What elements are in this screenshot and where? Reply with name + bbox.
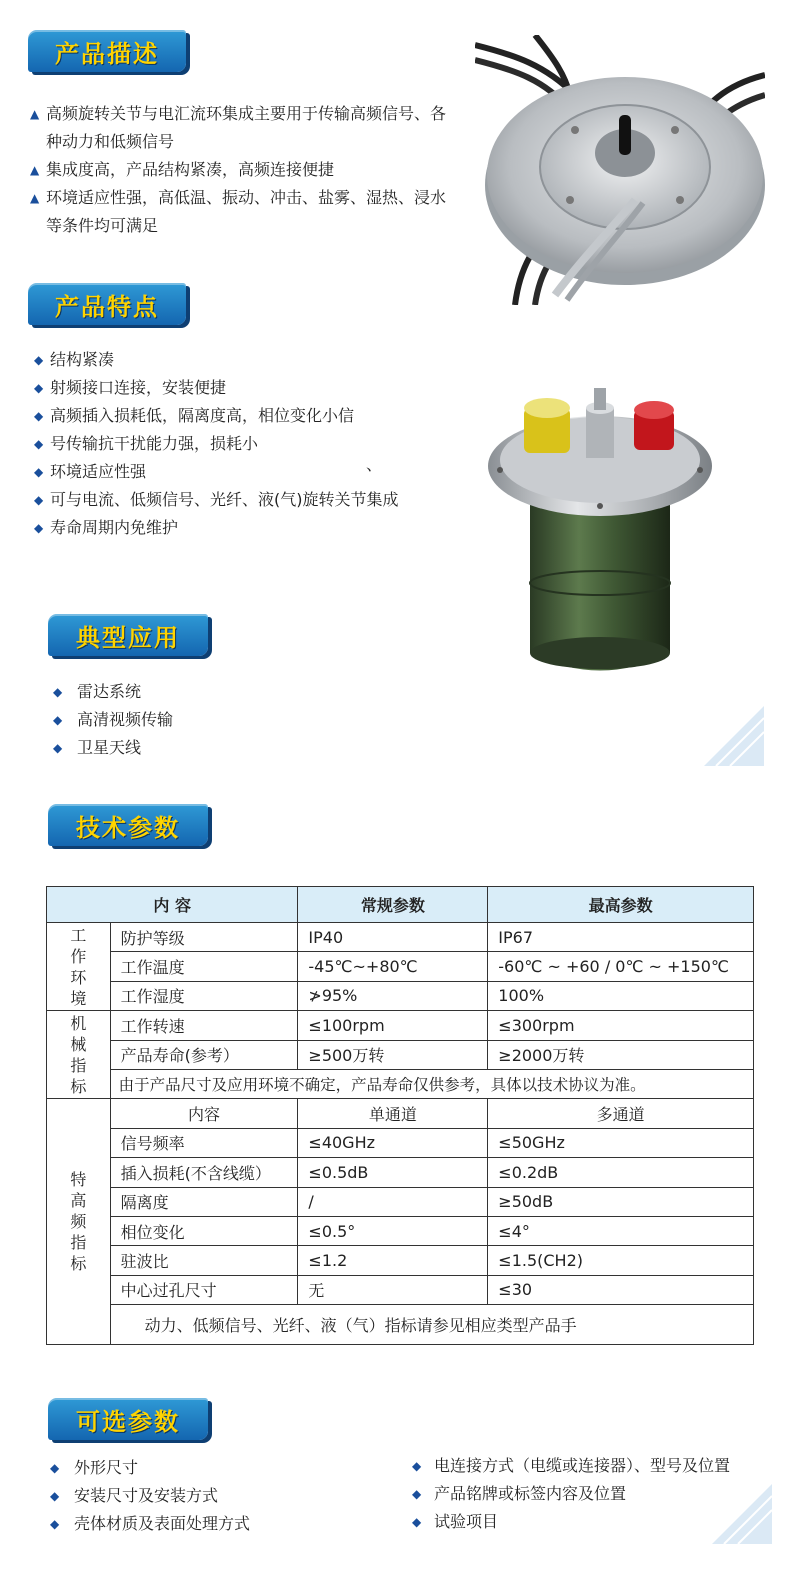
table-cell: ≤30	[488, 1275, 754, 1304]
list-item: ◆ 可与电流、低频信号、光纤、液(气)旋转关节集成	[34, 486, 426, 514]
table-row	[47, 1275, 754, 1304]
table-cell: 内容	[110, 1099, 298, 1128]
table-cell: -60℃ ~ +60 / 0℃ ~ +150℃	[488, 952, 754, 981]
table-cell: ≯95%	[298, 981, 488, 1010]
table-cell: ≤1.5(CH2)	[488, 1246, 754, 1275]
diamond-bullet-icon: ◆	[50, 1461, 60, 1475]
table-cell: ≥500万转	[298, 1040, 488, 1069]
section-title-options: 可选参数	[48, 1398, 208, 1440]
list-item: ◆ 产品铭牌或标签内容及位置	[412, 1480, 782, 1508]
table-cell: ≤0.2dB	[488, 1158, 754, 1187]
list-item: ◆ 号传输抗干扰能力强，损耗小	[34, 430, 426, 458]
list-item: ◆ 卫星天线	[53, 734, 313, 762]
table-cell: -45℃~+80℃	[298, 952, 488, 981]
diamond-bullet-icon: ◆	[53, 685, 63, 699]
table-cell: ≥50dB	[488, 1187, 754, 1216]
table-row	[47, 952, 754, 981]
table-cell: 中心过孔尺寸	[110, 1275, 298, 1304]
group-label-env: 工作环境	[47, 923, 111, 1011]
diamond-bullet-icon: ◆	[50, 1517, 60, 1531]
diamond-bullet-icon: ◆	[34, 353, 44, 367]
list-item: ◆ 射频接口连接，安装便捷	[34, 374, 426, 402]
diamond-bullet-icon: ◆	[412, 1487, 422, 1501]
table-header-cell: 常规参数	[298, 887, 488, 923]
list-item: ▲ 集成度高，产品结构紧凑，高频连接便捷	[30, 156, 455, 184]
list-item: ▲ 环境适应性强，高低温、振动、冲击、盐雾、湿热、浸水等条件均可满足	[30, 184, 455, 240]
list-item: ▲ 高频旋转关节与电汇流环集成主要用于传输高频信号、各种动力和低频信号	[30, 100, 455, 156]
table-row	[47, 1011, 754, 1040]
diamond-bullet-icon: ◆	[412, 1515, 422, 1529]
description-list	[30, 100, 455, 240]
section-title-applications: 典型应用	[48, 614, 208, 656]
list-item: ◆ 外形尺寸	[50, 1454, 380, 1482]
table-subheader-row	[47, 1099, 754, 1128]
diamond-bullet-icon: ◆	[34, 409, 44, 423]
table-cell: 多通道	[488, 1099, 754, 1128]
table-row	[47, 1187, 754, 1216]
list-item: ◆ 壳体材质及表面处理方式	[50, 1510, 380, 1538]
table-cell: 工作转速	[110, 1011, 298, 1040]
table-cell: 工作湿度	[110, 981, 298, 1010]
triangle-bullet-icon: ▲	[30, 107, 40, 121]
corner-decoration	[704, 706, 764, 766]
table-row	[47, 1128, 754, 1157]
list-item: ◆ 安装尺寸及安装方式	[50, 1482, 380, 1510]
product-photo-flat-slip-ring	[475, 35, 765, 305]
diamond-bullet-icon: ◆	[34, 521, 44, 535]
diamond-bullet-icon: ◆	[53, 741, 63, 755]
table-row	[47, 1040, 754, 1069]
diamond-bullet-icon: ◆	[34, 465, 44, 479]
table-cell: ≤4°	[488, 1216, 754, 1245]
list-item: ◆ 电连接方式（电缆或连接器）、型号及位置	[412, 1452, 782, 1480]
section-title-description: 产品描述	[28, 30, 186, 72]
table-cell: ≤100rpm	[298, 1011, 488, 1040]
table-note: 由于产品尺寸及应用环境不确定，产品寿命仅供参考，具体以技术协议为准。	[110, 1069, 753, 1098]
table-cell: ≤50GHz	[488, 1128, 754, 1157]
table-cell: ≤0.5°	[298, 1216, 488, 1245]
table-row	[47, 923, 754, 952]
table-cell: 隔离度	[110, 1187, 298, 1216]
corner-decoration	[712, 1484, 772, 1544]
list-item: ◆ 试验项目	[412, 1508, 782, 1536]
options-list-left	[50, 1454, 380, 1538]
table-row	[47, 1216, 754, 1245]
list-item: ◆ 寿命周期内免维护	[34, 514, 426, 542]
table-note: 动力、低频信号、光纤、液（气）指标请参见相应类型产品手	[110, 1305, 753, 1345]
diamond-bullet-icon: ◆	[34, 493, 44, 507]
spec-table	[46, 886, 754, 1345]
table-cell: 单通道	[298, 1099, 488, 1128]
group-label-rf: 特高频指标	[47, 1099, 111, 1345]
table-row	[47, 1069, 754, 1098]
diamond-bullet-icon: ◆	[34, 381, 44, 395]
table-row	[47, 1246, 754, 1275]
table-cell: 无	[298, 1275, 488, 1304]
table-header-cell: 内 容	[47, 887, 298, 923]
diamond-bullet-icon: ◆	[53, 713, 63, 727]
features-list	[34, 346, 426, 542]
table-cell: 驻波比	[110, 1246, 298, 1275]
section-title-features: 产品特点	[28, 283, 186, 325]
table-cell: 防护等级	[110, 923, 298, 952]
list-item: ◆ 雷达系统	[53, 678, 313, 706]
table-row	[47, 1158, 754, 1187]
table-cell: /	[298, 1187, 488, 1216]
list-item: ◆ 高频插入损耗低，隔离度高，相位变化小信	[34, 402, 426, 430]
table-cell: 信号频率	[110, 1128, 298, 1157]
table-row	[47, 981, 754, 1010]
table-cell: 100%	[488, 981, 754, 1010]
product-photo-cylindrical-joint	[488, 378, 713, 680]
list-item: ◆ 环境适应性强	[34, 458, 426, 486]
list-item: ◆ 高清视频传输	[53, 706, 313, 734]
triangle-bullet-icon: ▲	[30, 191, 40, 205]
table-header-row	[47, 887, 754, 923]
diamond-bullet-icon: ◆	[412, 1459, 422, 1473]
table-cell: ≤0.5dB	[298, 1158, 488, 1187]
triangle-bullet-icon: ▲	[30, 163, 40, 177]
diamond-bullet-icon: ◆	[50, 1489, 60, 1503]
table-cell: 插入损耗(不含线缆）	[110, 1158, 298, 1187]
table-header-cell: 最高参数	[488, 887, 754, 923]
table-cell: ≤300rpm	[488, 1011, 754, 1040]
table-cell: ≤1.2	[298, 1246, 488, 1275]
table-cell: ≥2000万转	[488, 1040, 754, 1069]
table-cell: IP67	[488, 923, 754, 952]
list-item: ◆ 结构紧凑	[34, 346, 426, 374]
table-cell: IP40	[298, 923, 488, 952]
table-cell: ≤40GHz	[298, 1128, 488, 1157]
stray-mark: 、	[366, 455, 383, 474]
table-row	[47, 1305, 754, 1345]
table-cell: 产品寿命(参考）	[110, 1040, 298, 1069]
table-cell: 相位变化	[110, 1216, 298, 1245]
group-label-mech: 机械指标	[47, 1011, 111, 1099]
table-cell: 工作温度	[110, 952, 298, 981]
section-title-tech: 技术参数	[48, 804, 208, 846]
diamond-bullet-icon: ◆	[34, 437, 44, 451]
applications-list	[53, 678, 313, 762]
